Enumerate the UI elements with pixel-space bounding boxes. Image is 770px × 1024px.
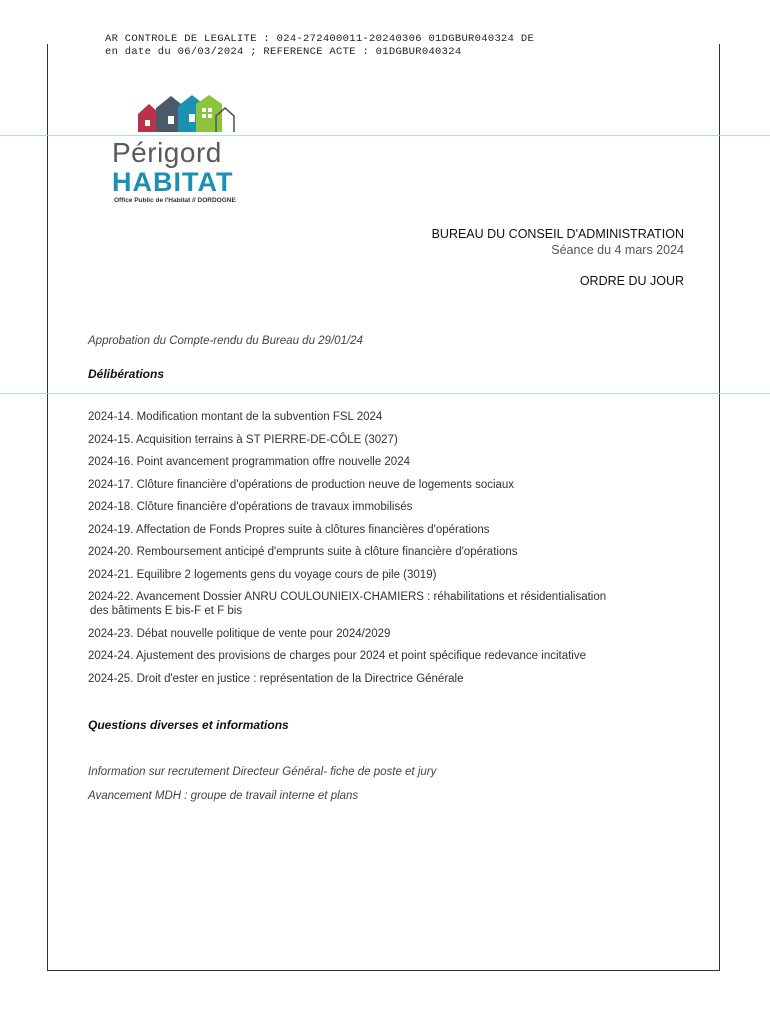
deliberation-item: 2024-20. Remboursement anticipé d'emprunts suite à clôture financière d'opérations (88, 546, 518, 558)
deliberation-item: 2024-15. Acquisition terrains à ST PIERRE-DE-CÔLE (3027) (88, 433, 398, 446)
deliberation-item: 2024-14. Modification montant de la subvention FSL 2024 (88, 411, 383, 423)
deliberation-item: 2024-25. Droit d'ester en justice : représentation de la Directrice Générale (88, 672, 464, 685)
approval-line: Approbation du Compte-rendu du Bureau du 29/01/24 (88, 335, 363, 347)
misc-item: Information sur recrutement Directeur Général- fiche de poste et jury (88, 766, 437, 778)
deliberations-list (88, 410, 693, 694)
logo-name: Périgord (112, 137, 222, 168)
deliberation-item: 2024-23. Débat nouvelle politique de vente pour 2024/2029 (88, 627, 391, 640)
stamp-line-1: AR CONTROLE DE LEGALITE : 024-272400011-20240306 01DGBUR040324 DE (105, 33, 535, 45)
board-title: BUREAU DU CONSEIL D'ADMINISTRATION (431, 227, 684, 241)
misc-list (88, 765, 436, 813)
document-header (432, 226, 684, 288)
deliberation-item: 2024-21. Equilibre 2 logements gens du voyage cours de pile (3019) (88, 568, 437, 581)
deliberation-item-continued: des bâtiments E bis-F et F bis (90, 605, 243, 617)
session-date: Séance du 4 mars 2024 (551, 243, 684, 257)
deliberation-item: 2024-24. Ajustement des provisions de charges pour 2024 et point spécifique redevance incitative (88, 650, 587, 662)
deliberation-item: 2024-17. Clôture financière d'opérations de production neuve de logements sociaux (88, 478, 515, 491)
logo-habitat: HABITAT (112, 167, 234, 197)
agenda-title: ORDRE DU JOUR (579, 274, 684, 288)
deliberations-heading: Délibérations (88, 367, 165, 381)
misc-heading: Questions diverses et informations (88, 718, 289, 732)
scan-artifact-line (0, 393, 770, 394)
perigord-habitat-logo (110, 94, 280, 204)
deliberation-item: 2024-18. Clôture financière d'opérations de travaux immobilisés (88, 501, 413, 513)
deliberation-item: 2024-16. Point avancement programmation offre nouvelle 2024 (88, 456, 410, 468)
deliberation-item: 2024-19. Affectation de Fonds Propres suite à clôtures financières d'opérations (88, 523, 490, 536)
stamp-line-2: en date du 06/03/2024 ; REFERENCE ACTE : 01DGBUR040324 (105, 46, 462, 58)
misc-item: Avancement MDH : groupe de travail interne et plans (88, 790, 359, 802)
logo-subtitle: Office Public de l'Habitat // DORDOGNE (114, 197, 236, 204)
deliberation-item: 2024-22. Avancement Dossier ANRU COULOUNIEIX-CHAMIERS : réhabilitations et résidentialisation des bâtiments E bis-F et F bis (88, 590, 693, 618)
houses-icon (136, 94, 236, 134)
